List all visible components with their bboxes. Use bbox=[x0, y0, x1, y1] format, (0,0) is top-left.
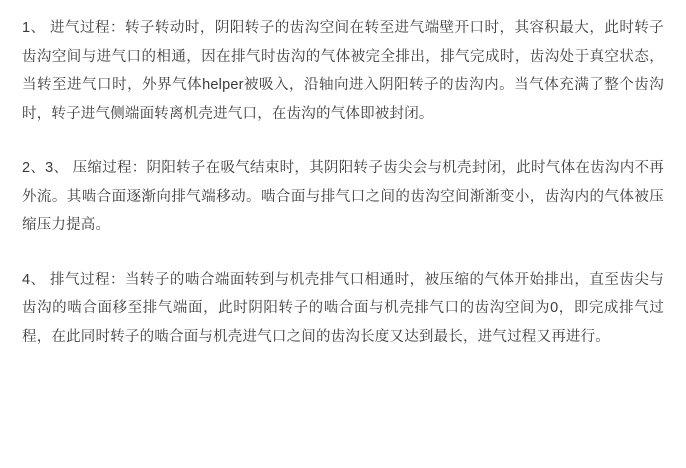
paragraph-intake-process: 1、 进气过程：转子转动时，阴阳转子的齿沟空间在转至进气端壁开口时，其容积最大，此时转子齿沟空间与进气口的相通，因在排气时齿沟的气体被完全排出，排气完成时，齿沟处于真空状态，当转至进气口时，外界气体helper被吸入，沿轴向进入阴阳转子的齿沟内。当气体充满了整个齿沟时，转子进气侧端面转离机壳进气口，在齿沟的气体即被封闭。 bbox=[22, 20, 664, 122]
paragraph-compression-process: 2、3、 压缩过程：阴阳转子在吸气结束时，其阴阳转子齿尖会与机壳封闭，此时气体在齿沟内不再外流。其啮合面逐渐向排气端移动。啮合面与排气口之间的齿沟空间渐渐变小，齿沟内的气体被压缩压力提高。 bbox=[22, 160, 664, 233]
paragraph-exhaust-process: 4、 排气过程：当转子的啮合端面转到与机壳排气口相通时，被压缩的气体开始排出，直至齿尖与齿沟的啮合面移至排气端面，此时阴阳转子的啮合面与机壳排气口的齿沟空间为0，即完成排气过程，在此同时转子的啮合面与机壳进气口之间的齿沟长度又达到最长，进气过程又再进行。 bbox=[22, 271, 664, 345]
